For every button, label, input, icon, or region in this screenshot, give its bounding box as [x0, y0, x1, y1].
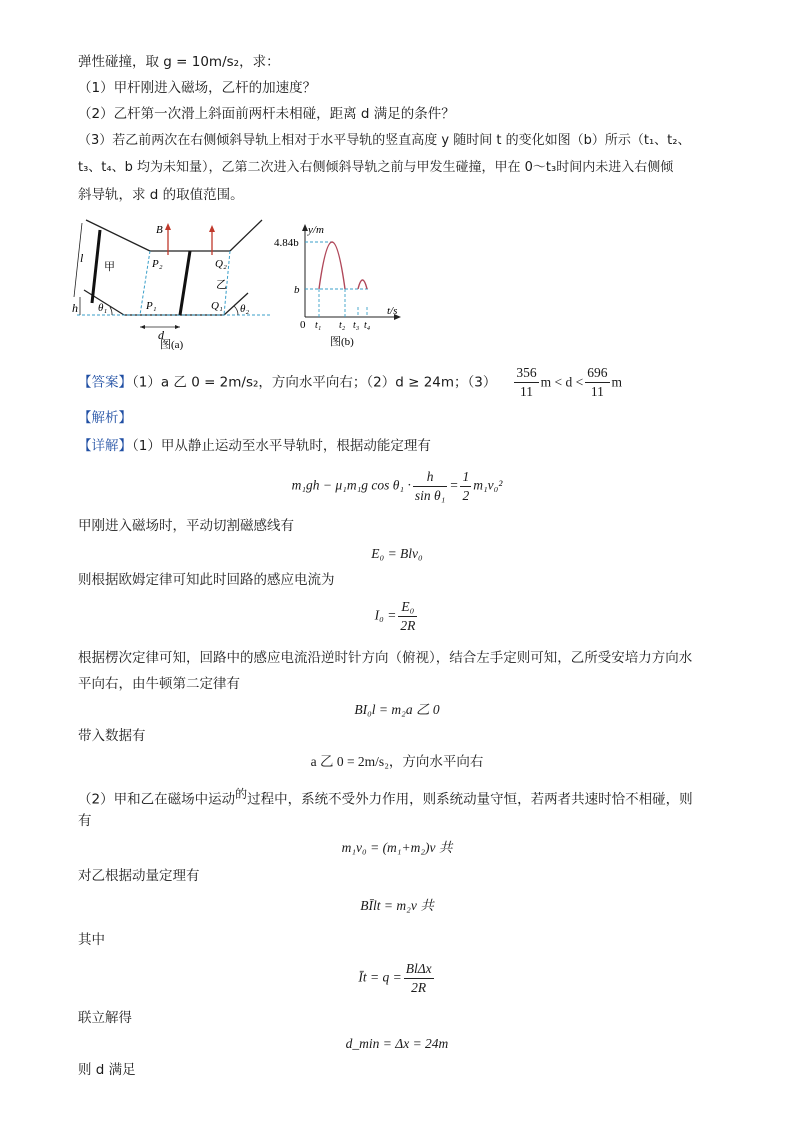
- eq1-frac-num: h: [413, 468, 447, 487]
- answer-frac-1-den: 11: [520, 384, 534, 399]
- text-6-sup: 的: [235, 787, 248, 801]
- label-yi: 乙: [216, 279, 227, 291]
- eq1-half-num: 1: [460, 468, 471, 487]
- question-3-line-2: t₃、t₄、b 均为未知量），乙第二次进入右侧倾斜导轨之前与甲发生碰撞，甲在 0～t₃时间内未进入右侧倾: [78, 160, 674, 175]
- answer-mid: m < d <: [540, 374, 584, 390]
- eq1-left: m₁gh − μ₁m₁g cos θ₁ ·: [291, 477, 411, 493]
- detail-line-1: [78, 436, 431, 456]
- fig-b-xtick-t3: t₃: [353, 320, 360, 331]
- fig-a-caption: 图(a): [160, 339, 184, 350]
- text-6-pre: （2）甲和乙在磁场中运动: [78, 791, 236, 808]
- label-theta1: θ₁: [98, 302, 108, 314]
- fig-b-ytick-b: b: [294, 284, 300, 296]
- figure-a: [72, 215, 272, 350]
- intro-line: 弹性碰撞，取 g = 10m/s₂，求：: [78, 54, 280, 70]
- answer-frac-2-den: 11: [590, 384, 604, 399]
- label-d: d: [158, 328, 164, 342]
- equation-9: d_min = Δx = 24m: [345, 1036, 449, 1051]
- label-P1: P₁: [146, 300, 157, 312]
- text-6-post: 过程中，系统不受外力作用，则系统动量守恒，若两者共速时恰不相碰，则: [247, 791, 693, 808]
- detail-text-1: （1）甲从静止运动至水平导轨时，根据动能定理有: [132, 438, 431, 454]
- eq1-frac-den: sin θ₁: [414, 488, 446, 503]
- text-3: 则根据欧姆定律可知此时回路的感应电流为: [78, 572, 335, 588]
- detail-tag: 【详解】: [78, 438, 132, 454]
- equation-4: BI₀l = m₂a 乙 0: [354, 702, 440, 717]
- fig-b-xtick-t2: t₂: [339, 320, 346, 331]
- label-B: B: [156, 224, 163, 236]
- question-1: （1）甲杆刚进入磁场，乙杆的加速度？: [78, 80, 317, 96]
- label-Q2: Q₂: [215, 258, 227, 270]
- text-2: 甲刚进入磁场时，平动切割磁感线有: [78, 518, 294, 534]
- question-3-line-3: 斜导轨，求 d 的取值范围。: [78, 187, 244, 203]
- fig-b-x-axis: t/s: [387, 305, 398, 317]
- text-9: 联立解得: [78, 1010, 132, 1026]
- eq3-frac: [398, 598, 417, 635]
- answer-tag: 【答案】: [78, 374, 132, 391]
- fig-b-caption: 图(b): [330, 336, 354, 348]
- fig-b-xtick-t1: t₁: [315, 320, 322, 331]
- eq3-left: I₀ =: [374, 607, 397, 623]
- answer-end: m: [611, 374, 623, 390]
- equation-7: BĪlt = m₂v 共: [360, 898, 434, 913]
- text-8: 其中: [78, 932, 105, 948]
- question-3-line-1: （3）若乙前两次在右侧倾斜导轨上相对于水平导轨的竖直高度 y 随时间 t 的变化如图（b）所示（t₁、t₂、: [78, 133, 691, 148]
- text-10: 则 d 满足: [78, 1062, 136, 1078]
- equation-5: a 乙 0 = 2m/s₂，方向水平向右: [310, 754, 484, 769]
- label-h: h: [72, 301, 78, 315]
- eq1-frac: [413, 468, 447, 505]
- figure-b: [272, 222, 407, 352]
- answer-line: [78, 364, 622, 401]
- label-P2: P₂: [152, 258, 163, 270]
- eq1-eq: =: [449, 477, 459, 493]
- answer-frac-2: [585, 364, 609, 401]
- equation-3: [0, 598, 794, 635]
- eq3-frac-den: 2R: [400, 618, 416, 633]
- eq8-left: Īt = q =: [358, 969, 402, 985]
- label-theta2: θ₂: [240, 303, 250, 315]
- eq3-frac-num: E₀: [398, 598, 417, 617]
- equation-6: m₁v₀ = (m₁+m₂)v 共: [341, 840, 453, 855]
- text-6: [78, 784, 693, 810]
- eq1-half: [460, 468, 471, 505]
- answer-text: （1）a 乙 0 = 2m/s₂，方向水平向右；（2）d ≥ 24m；（3）: [132, 374, 497, 391]
- question-2: （2）乙杆第一次滑上斜面前两杆未相碰，距离 d 满足的条件？: [78, 106, 455, 122]
- text-5: 带入数据有: [78, 728, 146, 744]
- equation-1: [0, 468, 794, 505]
- label-jia: 甲: [104, 261, 115, 273]
- eq8-frac: [404, 960, 434, 997]
- answer-frac-1-num: 356: [514, 364, 538, 383]
- text-6b: 有: [78, 813, 92, 829]
- text-4b: 平向右，由牛顿第二定律有: [78, 676, 240, 692]
- equation-8: [0, 960, 794, 997]
- analysis-tag: 【解析】: [78, 410, 132, 426]
- fig-b-y-axis: y/m: [308, 224, 324, 236]
- eq1-half-den: 2: [462, 488, 470, 503]
- eq8-frac-num: BlΔx: [404, 960, 434, 979]
- fig-b-ytick-484b: 4.84b: [274, 237, 299, 249]
- equation-2: E₀ = Blv₀: [371, 546, 423, 561]
- answer-frac-2-num: 696: [585, 364, 609, 383]
- fig-b-xtick-t4: t₄: [364, 320, 371, 331]
- text-4a: 根据楞次定律可知，回路中的感应电流沿逆时针方向（俯视），结合左手定则可知，乙所受安培力方向水: [78, 650, 693, 666]
- text-7: 对乙根据动量定理有: [78, 868, 200, 884]
- eq1-right: m₁v₀²: [473, 477, 503, 493]
- answer-frac-1: [514, 364, 538, 401]
- fig-b-origin: 0: [300, 319, 306, 331]
- label-l: l: [80, 251, 84, 265]
- label-Q1: Q₁: [211, 300, 223, 312]
- eq8-frac-den: 2R: [411, 980, 427, 995]
